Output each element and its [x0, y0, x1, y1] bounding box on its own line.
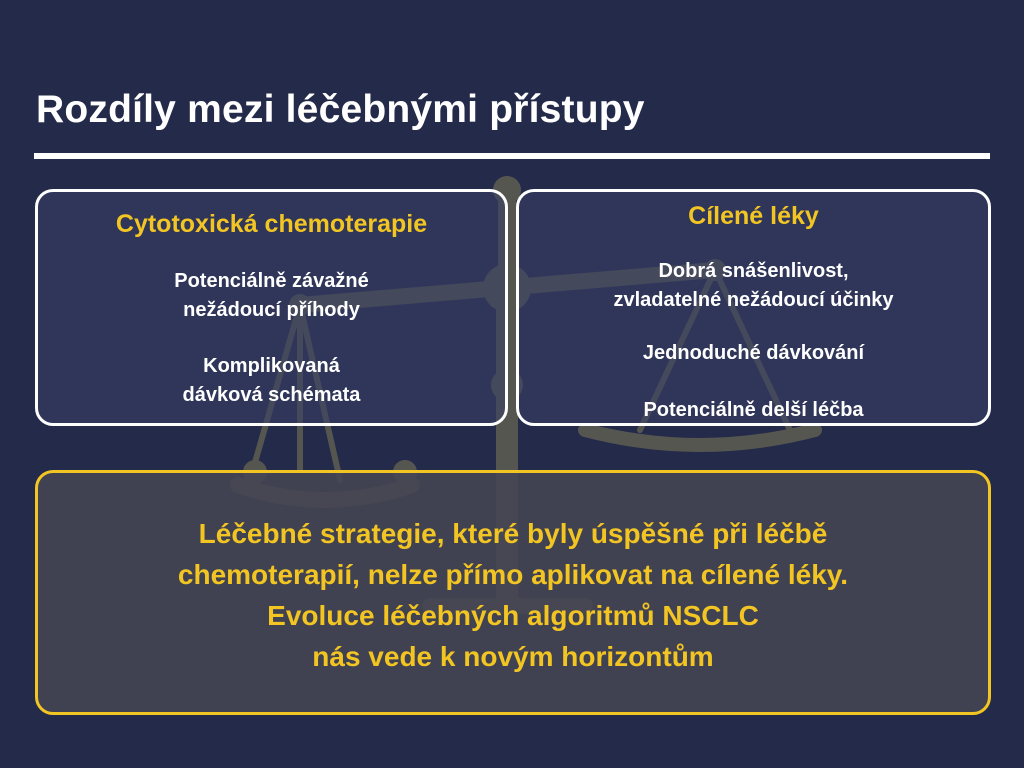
- title-underline: [34, 153, 990, 159]
- chemotherapy-item-1: Potenciálně závažné nežádoucí příhody: [174, 270, 369, 321]
- targeted-drugs-item-3: Potenciálně delší léčba: [643, 399, 864, 421]
- conclusion-text: Léčebné strategie, které byly úspěšné při léčbě chemoterapií, nelze přímo aplikovat na cílené léky. Evoluce léčebných algoritmů NSCLC nás vede k novým horizontům: [177, 518, 849, 672]
- chemotherapy-box: [35, 189, 508, 426]
- targeted-drugs-heading: Cílené léky: [688, 202, 819, 230]
- slide-title: Rozdíly mezi léčebnými přístupy: [36, 88, 645, 131]
- chemotherapy-item-2: Komplikovaná dávková schémata: [182, 355, 361, 406]
- targeted-drugs-item-1: Dobrá snášenlivost, zvladatelné nežádoucí účinky: [613, 260, 894, 311]
- targeted-drugs-item-2: Jednoduché dávkování: [642, 342, 865, 364]
- conclusion-box: [35, 470, 991, 715]
- chemotherapy-heading: Cytotoxická chemoterapie: [115, 210, 428, 238]
- targeted-drugs-box: [516, 189, 991, 426]
